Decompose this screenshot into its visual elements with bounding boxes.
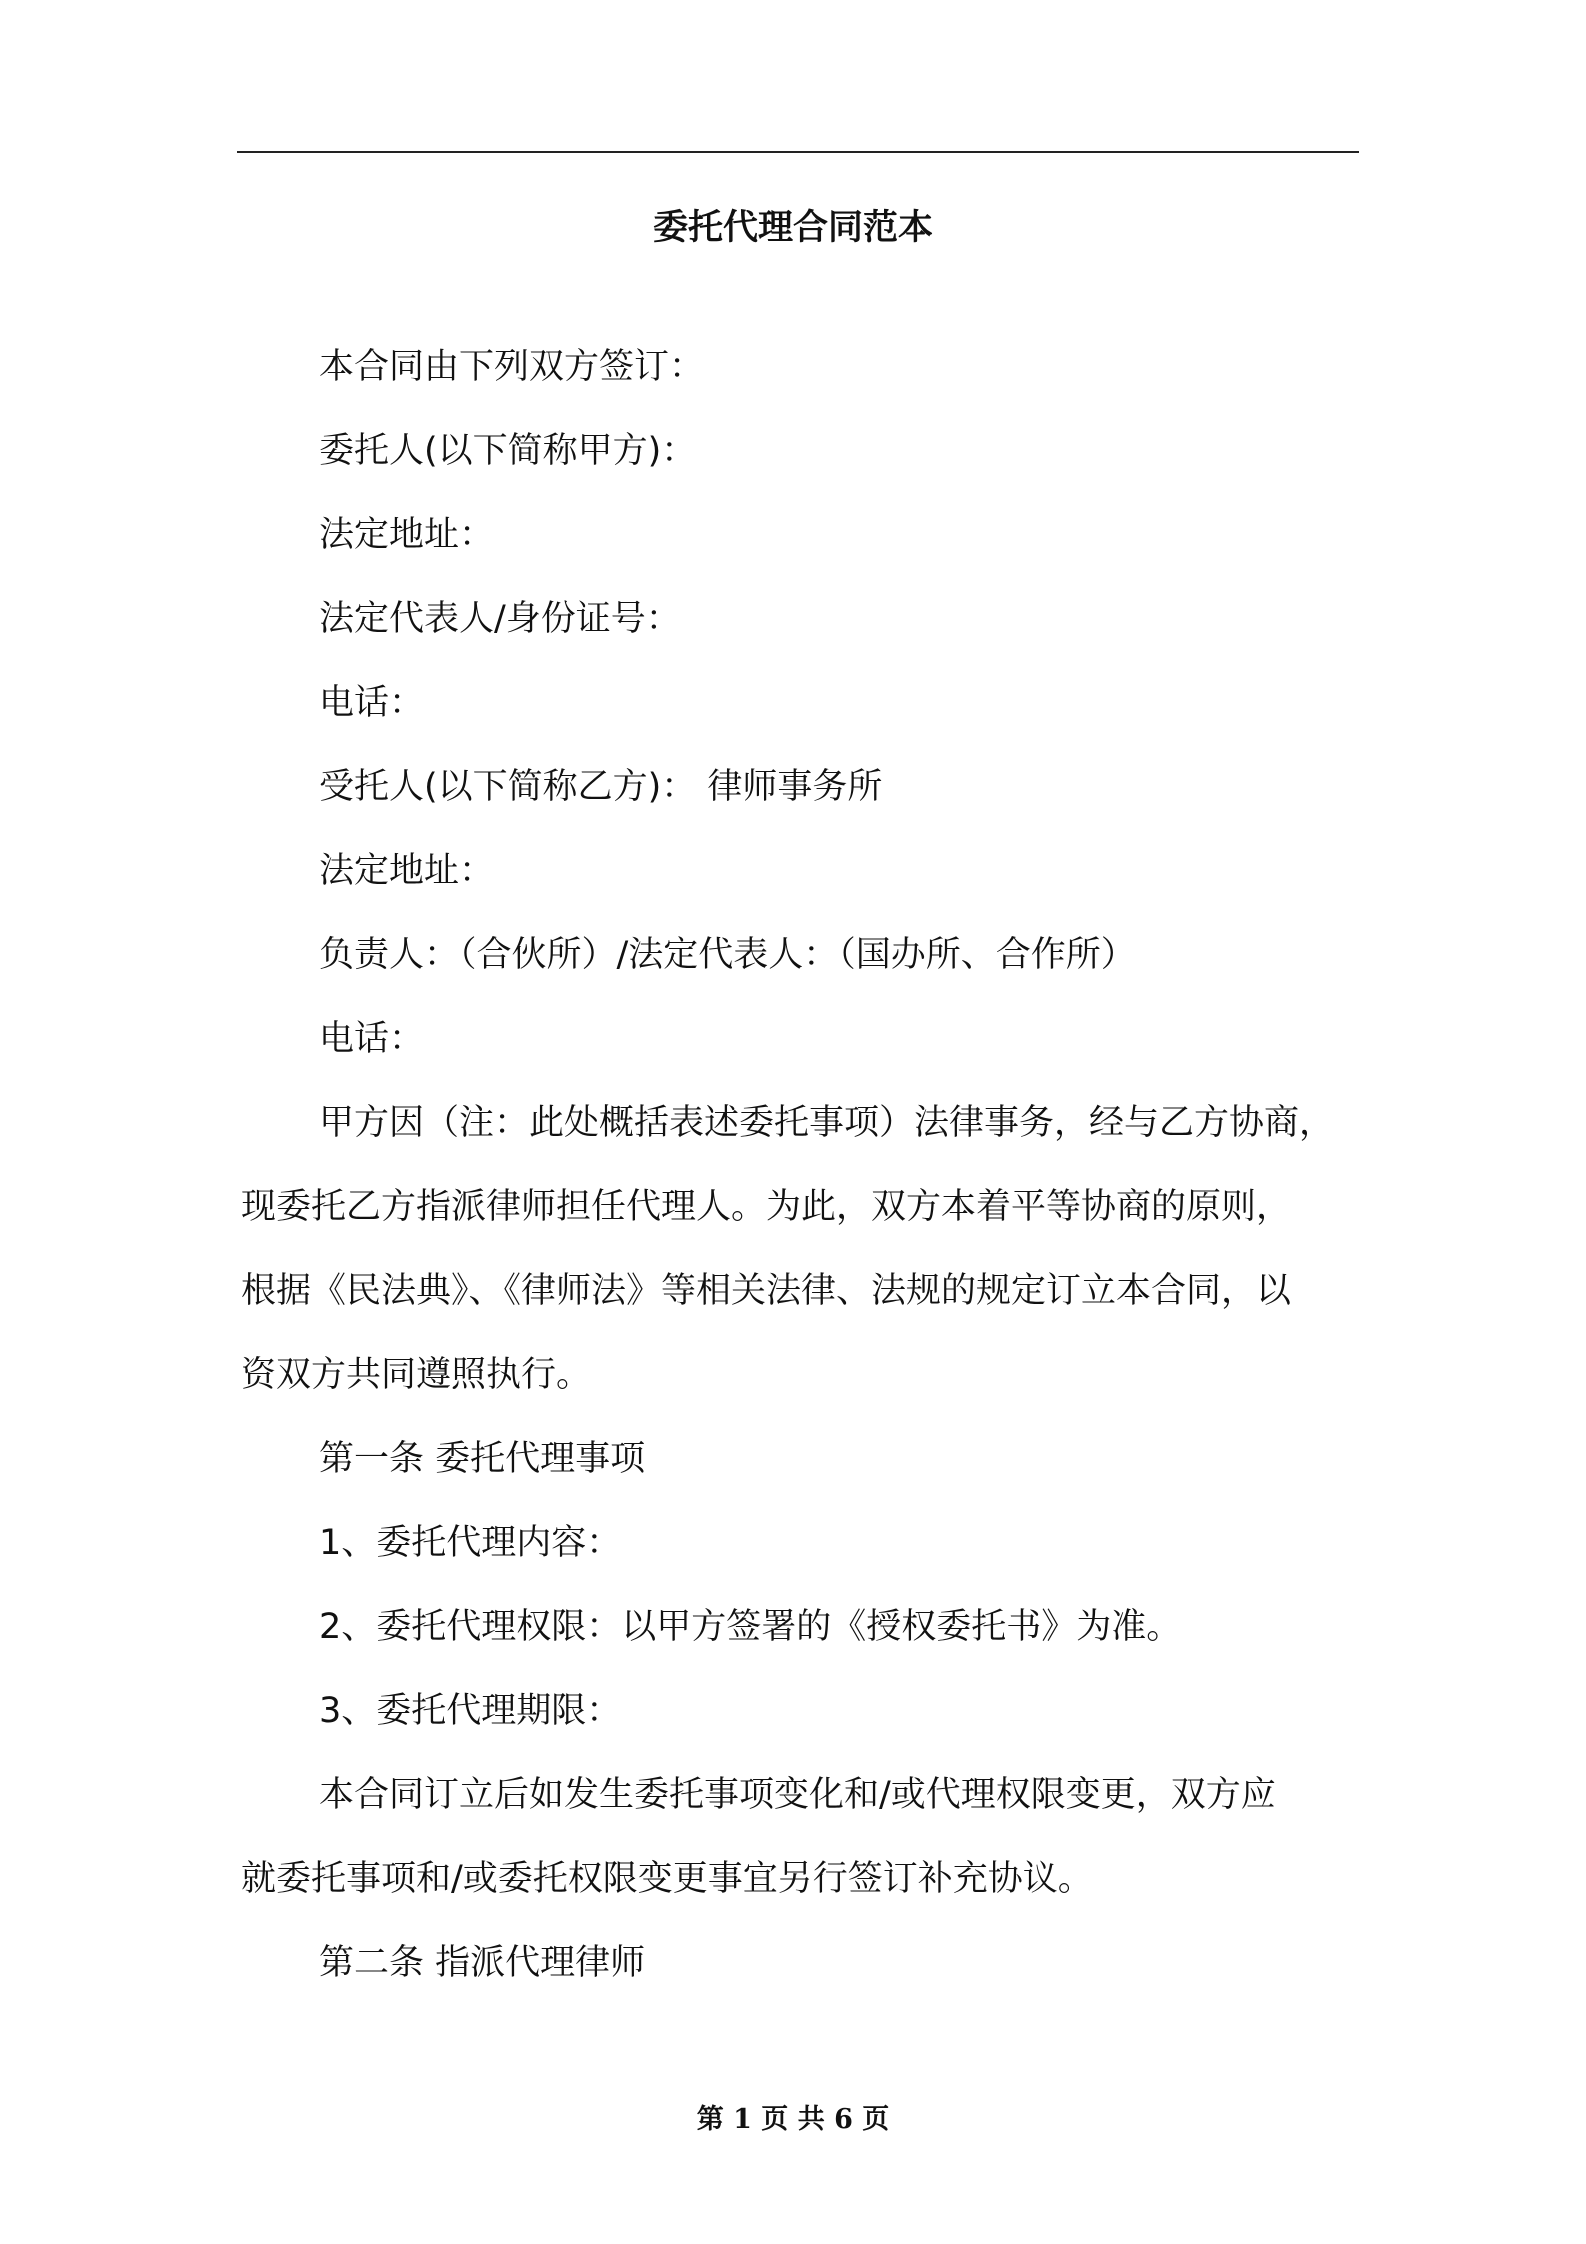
body-line: 委托人(以下简称甲方)： [319, 431, 697, 471]
header-rule [237, 151, 1359, 153]
body-line: 本合同由下列双方签订： [319, 347, 705, 387]
body-line: 甲方因（注：此处概括表述委托事项）法律事务，经与乙方协商， [319, 1103, 1335, 1143]
body-line: 受托人(以下简称乙方)： 律师事务所 [319, 767, 883, 807]
body-line: 电话： [319, 683, 425, 723]
body-line: 根据《民法典》、《律师法》等相关法律、法规的规定订立本合同，以 [241, 1271, 1292, 1311]
article-heading: 第二条 指派代理律师 [319, 1943, 646, 1983]
body-line: 本合同订立后如发生委托事项变化和/或代理权限变更，双方应 [319, 1775, 1276, 1815]
body-line: 现委托乙方指派律师担任代理人。为此，双方本着平等协商的原则， [241, 1187, 1292, 1227]
body-line: 3、委托代理期限： [319, 1691, 622, 1731]
document-title: 委托代理合同范本 [652, 208, 933, 248]
body-line: 就委托事项和/或委托权限变更事宜另行签订补充协议。 [241, 1859, 1093, 1899]
document-body [241, 325, 1359, 2005]
body-line: 负责人：（合伙所）/法定代表人：（国办所、合作所） [319, 935, 1136, 975]
body-line: 2、委托代理权限：以甲方签署的《授权委托书》为准。 [319, 1607, 1182, 1647]
body-line: 法定地址： [319, 851, 495, 891]
body-line: 法定地址： [319, 515, 495, 555]
page-number: 第 1 页 共 6 页 [696, 2104, 890, 2135]
body-line: 法定代表人/身份证号： [319, 599, 681, 639]
body-line: 1、委托代理内容： [319, 1523, 622, 1563]
body-line: 电话： [319, 1019, 425, 1059]
article-heading: 第一条 委托代理事项 [319, 1439, 646, 1479]
body-line: 资双方共同遵照执行。 [241, 1355, 592, 1395]
